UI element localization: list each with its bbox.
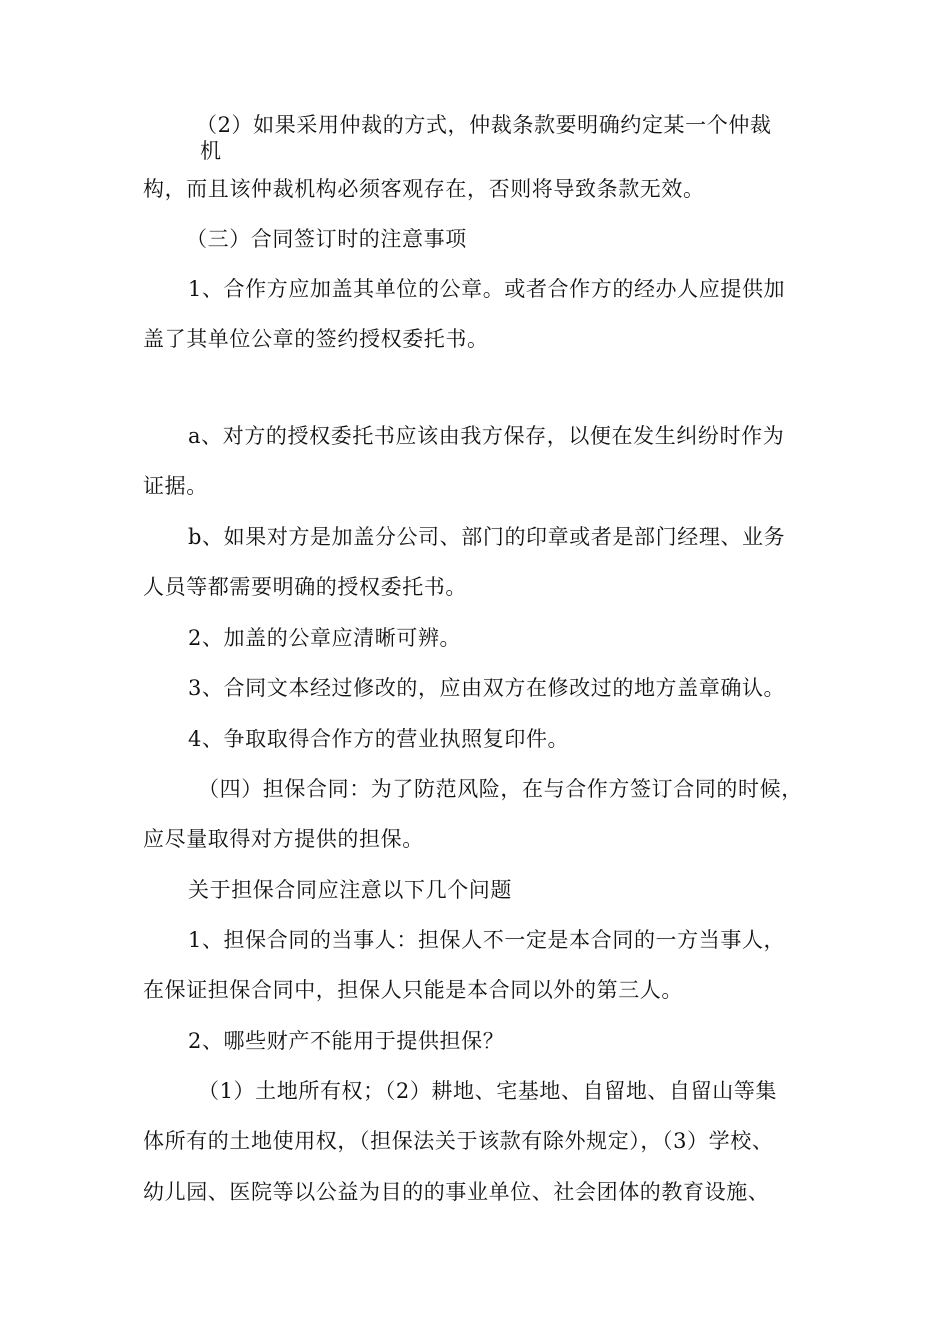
text-line: 应尽量取得对方提供的担保。 (143, 827, 424, 851)
text-line: 2、加盖的公章应清晰可辨。 (188, 626, 462, 650)
text-line: 1、担保合同的当事人：担保人不一定是本合同的一方当事人， (188, 928, 786, 952)
text-line: （1）土地所有权；（2）耕地、宅基地、自留地、自留山等集 (198, 1079, 778, 1103)
section-heading: （四）担保合同：为了防范风险，在与合作方签订合同的时候， (198, 777, 803, 801)
text-line: 体所有的土地使用权，（担保法关于该款有除外规定），（3）学校、 (143, 1129, 774, 1153)
text-line: （2）如果采用仲裁的方式，仲裁条款要明确约定某一个仲裁 (196, 113, 772, 137)
text-line: 在保证担保合同中，担保人只能是本合同以外的第三人。 (143, 978, 683, 1002)
text-line: 1、合作方应加盖其单位的公章。或者合作方的经办人应提供加 (188, 277, 786, 301)
text-line: 盖了其单位公章的签约授权委托书。 (143, 327, 489, 351)
text-line: 4、争取取得合作方的营业执照复印件。 (188, 727, 570, 751)
text-line: a、对方的授权委托书应该由我方保存，以便在发生纠纷时作为 (188, 424, 785, 448)
text-line: 3、合同文本经过修改的，应由双方在修改过的地方盖章确认。 (188, 676, 786, 700)
text-line: b、如果对方是加盖分公司、部门的印章或者是部门经理、业务 (188, 525, 786, 549)
text-line: 人员等都需要明确的授权委托书。 (143, 575, 467, 599)
text-line: 关于担保合同应注意以下几个问题 (188, 878, 512, 902)
text-line: 证据。 (143, 474, 208, 498)
text-line: 幼儿园、医院等以公益为目的的事业单位、社会团体的教育设施、 (143, 1180, 770, 1204)
text-line: 构，而且该仲裁机构必须客观存在，否则将导致条款无效。 (143, 177, 705, 201)
section-heading: （三）合同签订时的注意事项 (186, 227, 467, 251)
text-line: 2、哪些财产不能用于提供担保？ (188, 1029, 505, 1053)
text-line: 机 (200, 139, 222, 163)
